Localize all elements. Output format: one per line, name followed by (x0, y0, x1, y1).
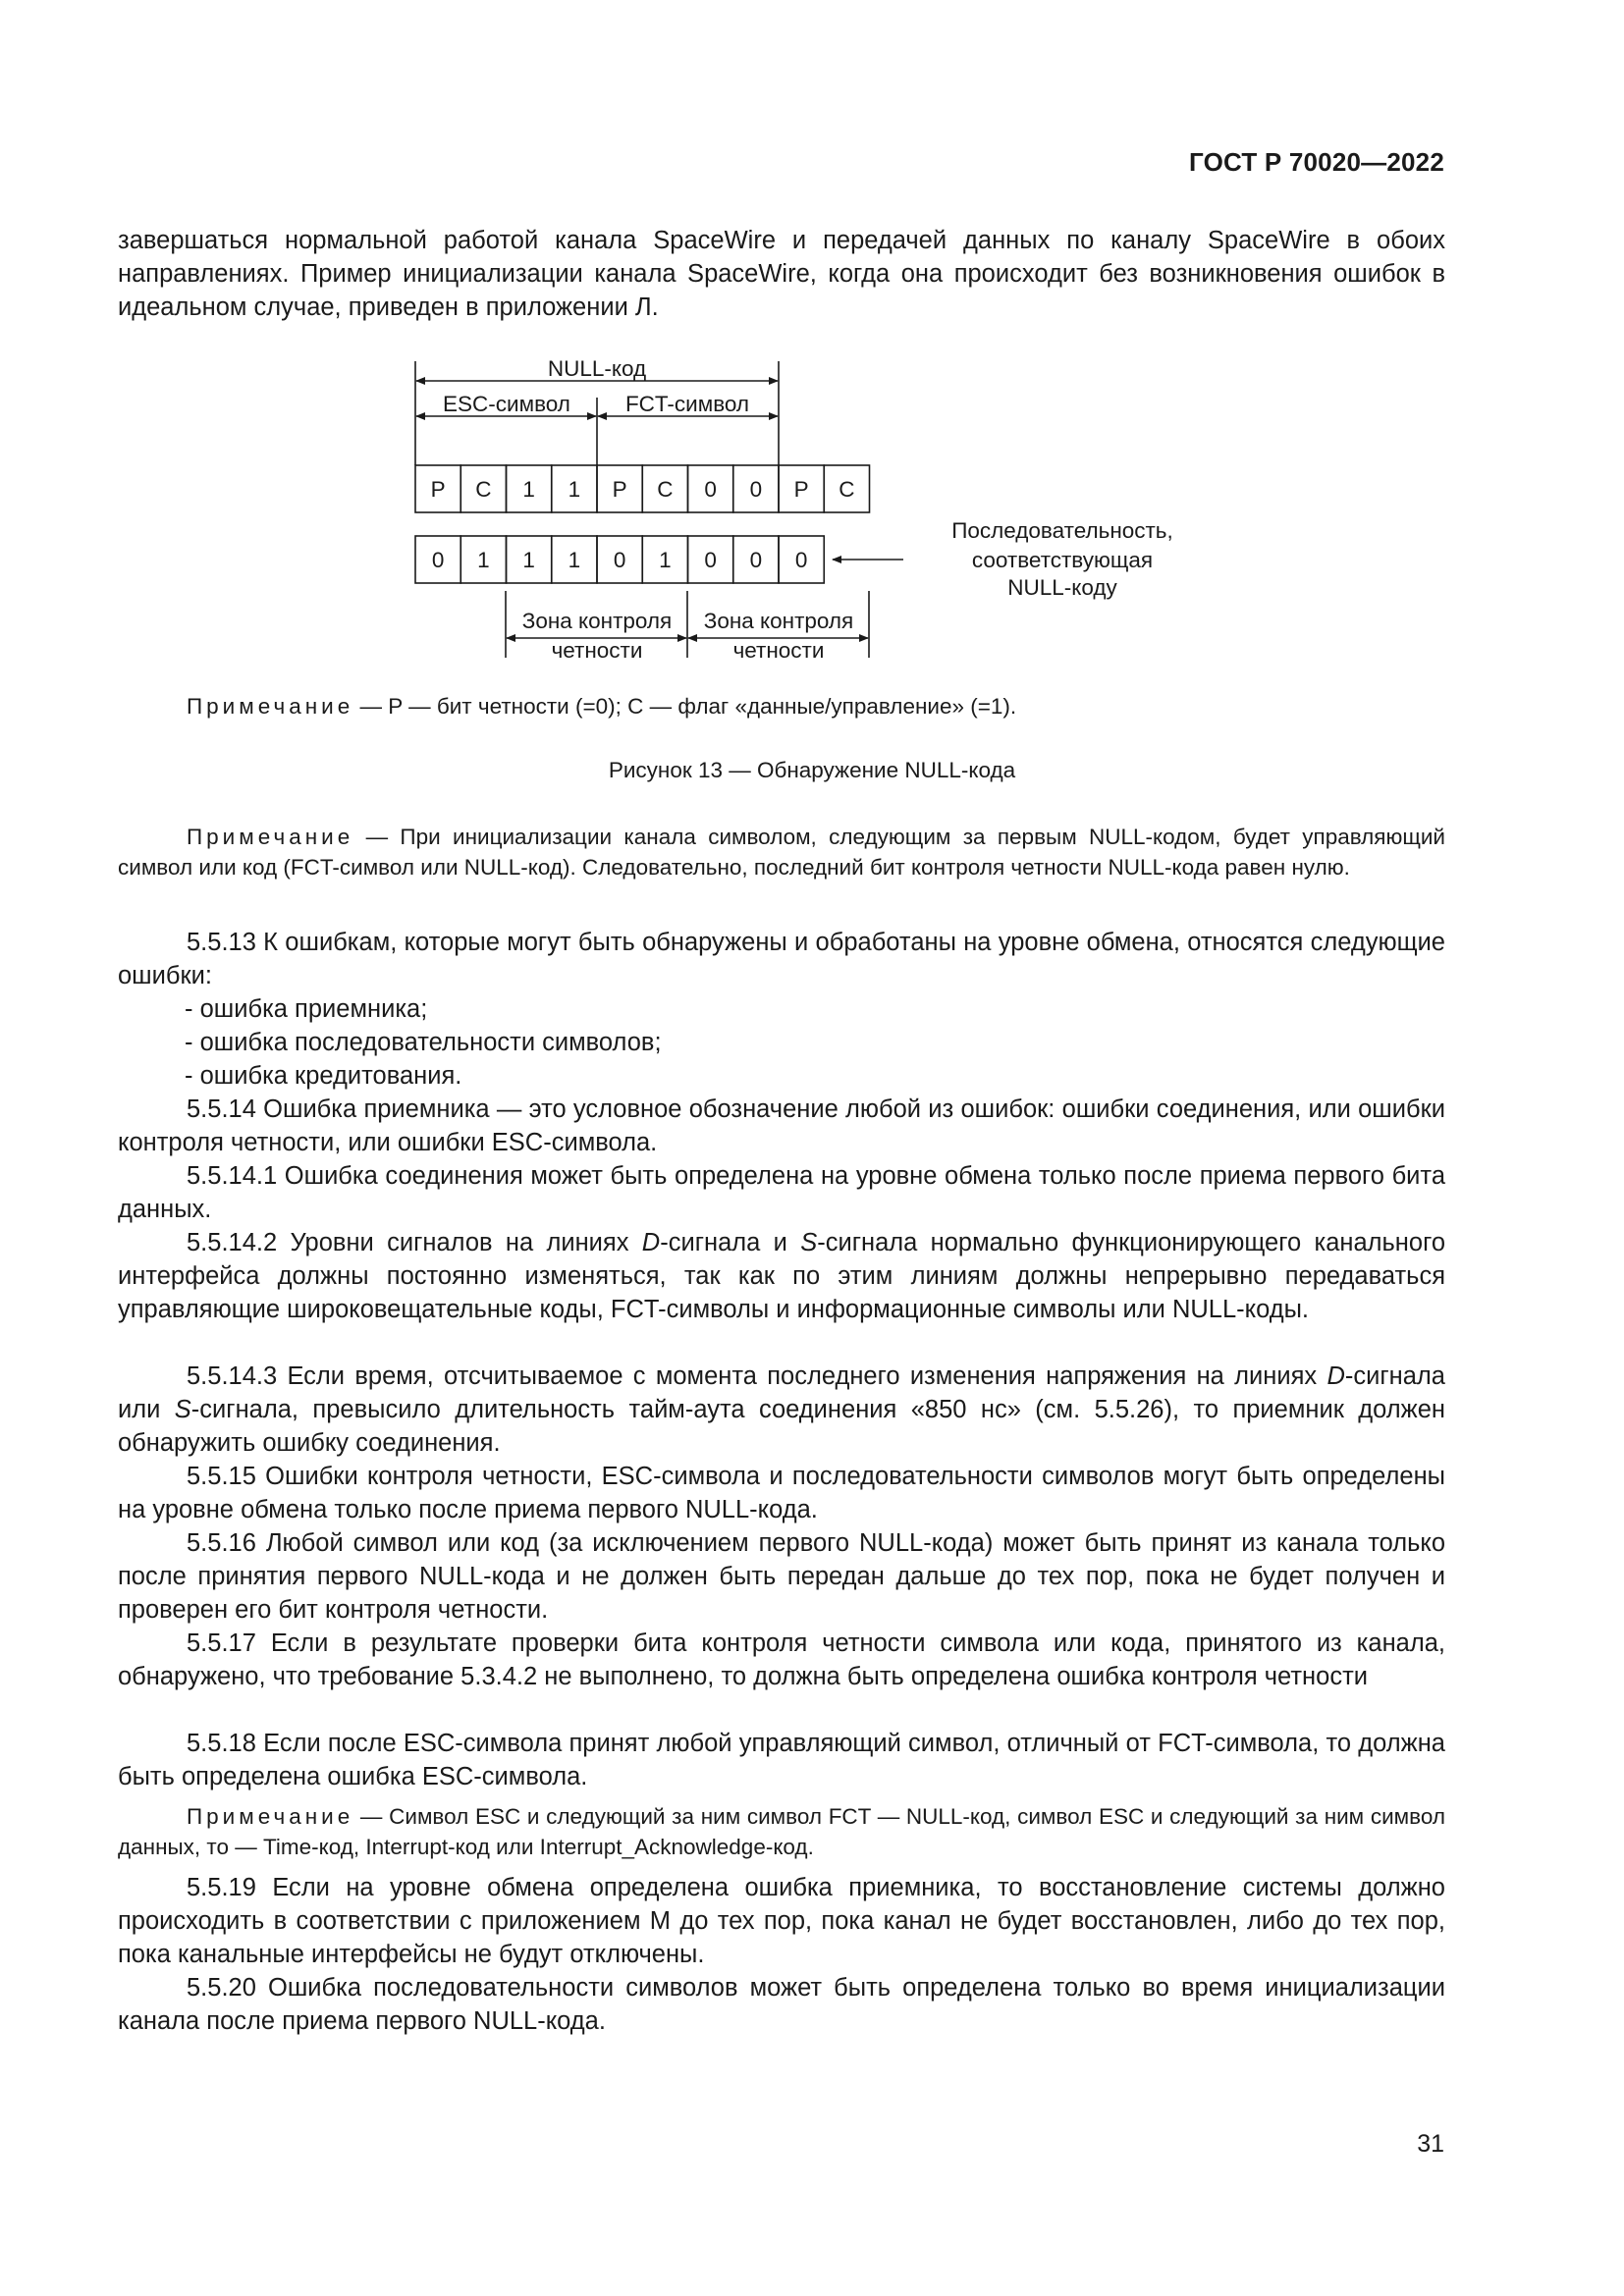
clause-5-5-19: 5.5.19 Если на уровне обмена определена ошибка приемника, то восстановление системы должно происходить в соответствии с приложением М до тех пор, пока канал не будет восстановлен, либо до тех пор, пока канальные интерфейсы не будут отключены. (118, 1874, 1445, 1968)
parity-zone-2-line-2: четности (732, 638, 825, 663)
clause-5-5-14-2: 5.5.14.2 Уровни сигналов на линиях D-сигнала и S-сигнала нормально функционирующего канального интерфейса должны постоянно изменяться, так как по этим линиям должны непрерывно передаваться управляющие широковещательные коды, FCT-символы и информационные символы или NULL-коды. (118, 1229, 1445, 1323)
bit-value: 0 (704, 548, 717, 572)
bit-value: 0 (794, 548, 808, 572)
note-1: Примечание — При инициализации канала символом, следующим за первым NULL-кодом, будет управляющий символ или код (FCT-символ или NULL-код). Следовательно, последний бит контроля четности NULL-кода равен нулю. (118, 825, 1445, 880)
figure-caption: Рисунок 13 — Обнаружение NULL-кода (608, 758, 1016, 782)
list-item: - ошибка кредитования. (185, 1062, 462, 1090)
clause-5-5-17: 5.5.17 Если в результате проверки бита контроля четности символа или кода, принятого из канала, обнаружено, что требование 5.3.4.2 не выполнено, то должна быть определена ошибка контроля четности (118, 1629, 1445, 1690)
bit-value: 0 (749, 548, 763, 572)
bit-row-values (415, 536, 824, 583)
clause-5-5-13: 5.5.13 К ошибкам, которые могут быть обнаружены и обработаны на уровне обмена, относятся следующие ошибки: (118, 929, 1445, 989)
esc-symbol-label: ESC-символ (443, 392, 570, 416)
clause-5-5-14: 5.5.14 Ошибка приемника — это условное обозначение любой из ошибок: ошибки соединения, или ошибки контроля четности, или ошибки ESC-символа. (118, 1095, 1445, 1156)
bit-row-symbols (415, 465, 870, 512)
clause-5-5-14-1: 5.5.14.1 Ошибка соединения может быть определена на уровне обмена только после приема первого бита данных. (118, 1162, 1445, 1223)
note-2: Примечание — Символ ESC и следующий за ним символ FCT — NULL-код, символ ESC и следующий за ним символ данных, то — Time-код, Interrupt-код или Interrupt_Acknowledge-код. (118, 1804, 1445, 1859)
clause-5-5-18: 5.5.18 Если после ESC-символа принят любой управляющий символ, отличный от FCT-символа, то должна быть определена ошибка ESC-символа. (118, 1730, 1445, 1790)
bit-value: 0 (431, 548, 445, 572)
bit-value: 1 (568, 548, 581, 572)
document-standard-number: ГОСТ Р 70020—2022 (1189, 147, 1444, 177)
figure-note: Примечание — P — бит четности (=0); C — флаг «данные/управление» (=1). (187, 694, 1017, 719)
bit-value: P (793, 477, 809, 502)
null-code-label: NULL-код (547, 356, 647, 381)
bit-value: C (657, 477, 674, 502)
parity-zone-1-line-1: Зона контроля (521, 609, 673, 633)
bit-value: 0 (704, 477, 717, 502)
page-number: 31 (1417, 2130, 1444, 2158)
sequence-label-line-2: соответствующая (971, 548, 1154, 572)
bit-value: 0 (613, 548, 626, 572)
clause-5-5-14-3: 5.5.14.3 Если время, отсчитываемое с момента последнего изменения напряжения на линиях D-сигнала или S-сигнала, превысило длительность тайм-аута соединения «850 нс» (см. 5.5.26), то приемник должен обнаружить ошибку соединения. (118, 1362, 1445, 1457)
list-item: - ошибка последовательности символов; (185, 1029, 662, 1056)
null-code-diagram (0, 0, 1624, 707)
clause-5-5-20: 5.5.20 Ошибка последовательности символов может быть определена только во время инициализации канала после приема первого NULL-кода. (118, 1974, 1445, 2035)
intro-paragraph: завершаться нормальной работой канала SpaceWire и передачей данных по каналу SpaceWire в обоих направлениях. Пример инициализации канала SpaceWire, когда она происходит без возникновения ошибок в идеальном случае, приведен в приложении Л. (118, 227, 1445, 321)
bit-value: 1 (477, 548, 490, 572)
bit-value: 1 (522, 548, 535, 572)
fct-symbol-label: FCT-символ (624, 392, 750, 416)
parity-zone-2-line-1: Зона контроля (703, 609, 854, 633)
sequence-label-line-1: Последовательность, (951, 518, 1173, 543)
bit-value: 1 (568, 477, 581, 502)
bit-value: 1 (659, 548, 672, 572)
bit-value: P (612, 477, 627, 502)
bit-value: C (475, 477, 492, 502)
parity-zone-1-line-2: четности (551, 638, 643, 663)
sequence-label-line-3: NULL-коду (1007, 575, 1117, 600)
bit-value: 1 (522, 477, 535, 502)
list-item: - ошибка приемника; (185, 995, 428, 1023)
bit-value: C (839, 477, 855, 502)
clause-5-5-15: 5.5.15 Ошибки контроля четности, ESC-символа и последовательности символов могут быть определены на уровне обмена только после приема первого NULL-кода. (118, 1463, 1445, 1523)
bit-value: 0 (749, 477, 763, 502)
bit-value: P (430, 477, 446, 502)
clause-5-5-16: 5.5.16 Любой символ или код (за исключением первого NULL-кода) может быть принят из канала только после принятия первого NULL-кода и не должен быть передан дальше до тех пор, пока не будет получен и проверен его бит контроля четности. (118, 1529, 1445, 1624)
